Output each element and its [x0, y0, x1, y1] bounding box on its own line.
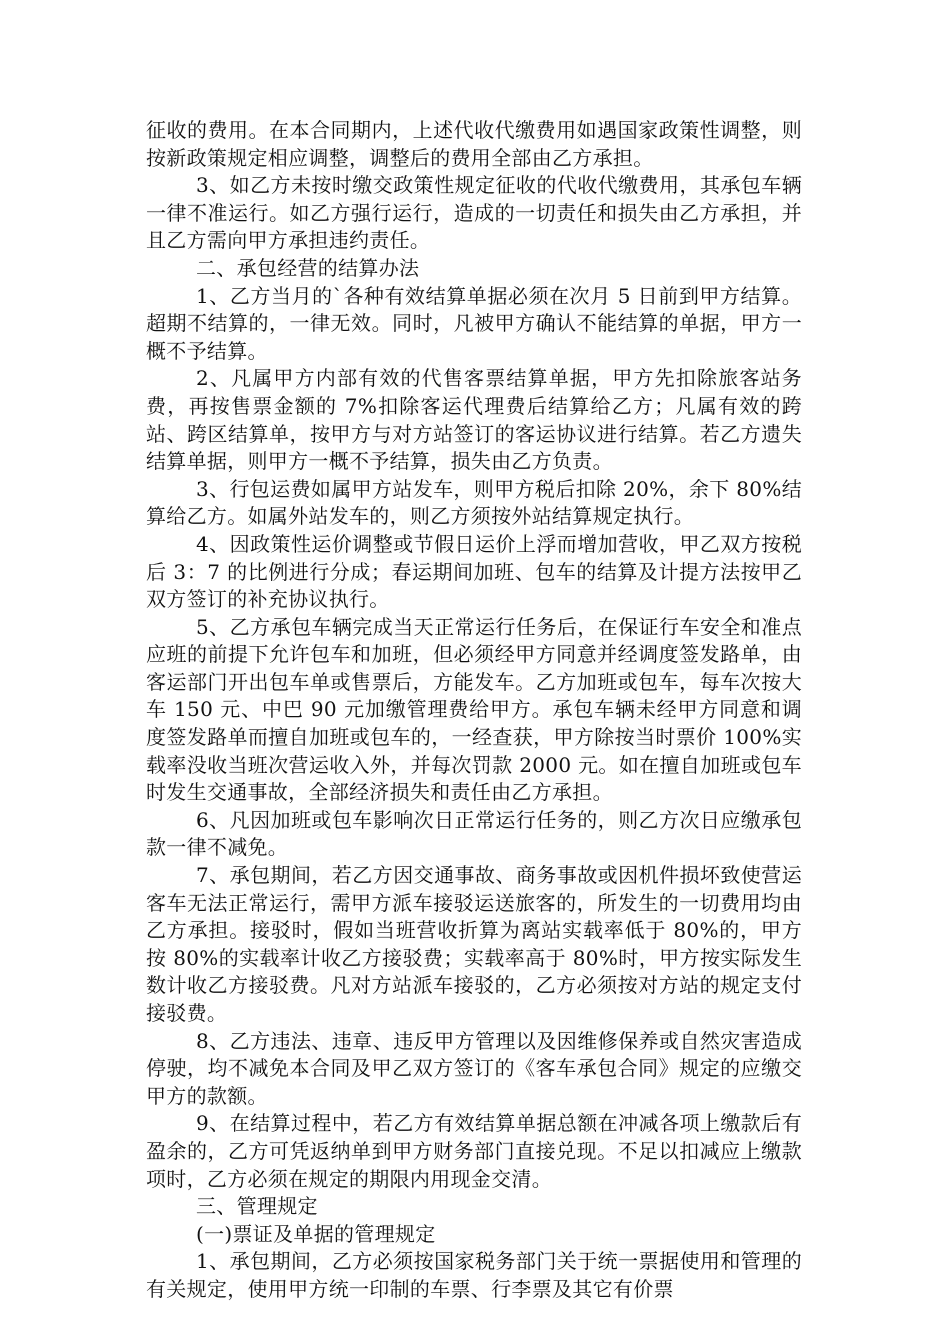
- paragraph-settlement-2: 2、凡属甲方内部有效的代售客票结算单据，甲方先扣除旅客站务费，再按售票金额的 7%扣除客运代理费后结算给乙方；凡属有效的跨站、跨区结算单，按甲方与对方站签订的客运协议进行结算。若乙方遗失结算单据，则甲方一概不予结算，损失由乙方负责。: [146, 366, 802, 474]
- paragraph-settlement-5: 5、乙方承包车辆完成当天正常运行任务后，在保证行车安全和准点应班的前提下允许包车和加班，但必须经甲方同意并经调度签发路单，由客运部门开出包车单或售票后，方能发车。乙方加班或包车，每车次按大车 150 元、中巴 90 元加缴管理费给甲方。承包车辆未经甲方同意和调度签发路单而擅自加班或包车的，一经查获，甲方除按当时票价 100%实载率没收当班次营运收入外，并每次罚款 2000 元。如在擅自加班或包车时发生交通事故，全部经济损失和责任由乙方承担。: [146, 614, 802, 805]
- paragraph-settlement-9: 9、在结算过程中，若乙方有效结算单据总额在冲减各项上缴款后有盈余的，乙方可凭返纳单到甲方财务部门直接兑现。不足以扣减应上缴款项时，乙方必须在规定的期限内用现金交清。: [146, 1111, 802, 1191]
- paragraph-tickets-1: 1、承包期间，乙方必须按国家税务部门关于统一票据使用和管理的有关规定，使用甲方统一印制的车票、行李票及其它有价票: [146, 1249, 802, 1301]
- section-heading-settlement: 二、承包经营的结算办法: [196, 255, 420, 280]
- subsection-heading-tickets: (一)票证及单据的管理规定: [196, 1221, 436, 1246]
- paragraph-clause-3-unpaid-fees: 3、如乙方未按时缴交政策性规定征收的代收代缴费用，其承包车辆一律不准运行。如乙方强行运行，造成的一切责任和损失由乙方承担，并且乙方需向甲方承担违约责任。: [146, 173, 802, 253]
- section-heading-management: 三、管理规定: [196, 1194, 318, 1219]
- paragraph-fee-continuation: 征收的费用。在本合同期内，上述代收代缴费用如遇国家政策性调整，则按新政策规定相应调整，调整后的费用全部由乙方承担。: [146, 118, 802, 170]
- paragraph-settlement-4: 4、因政策性运价调整或节假日运价上浮而增加营收，甲乙双方按税后 3：7 的比例进行分成；春运期间加班、包车的结算及计提方法按甲乙双方签订的补充协议执行。: [146, 531, 802, 612]
- paragraph-settlement-8: 8、乙方违法、违章、违反甲方管理以及因维修保养或自然灾害造成停驶，均不减免本合同及甲乙双方签订的《客车承包合同》规定的应缴交甲方的款额。: [146, 1028, 802, 1108]
- paragraph-settlement-3: 3、行包运费如属甲方站发车，则甲方税后扣除 20%，余下 80%结算给乙方。如属外站发车的，则乙方须按外站结算规定执行。: [146, 476, 802, 529]
- document-body: [146, 117, 802, 1304]
- paragraph-settlement-6: 6、凡因加班或包车影响次日正常运行任务的，则乙方次日应缴承包款一律不减免。: [146, 807, 802, 860]
- paragraph-settlement-1: 1、乙方当月的`各种有效结算单据必须在次月 5 日前到甲方结算。超期不结算的，一律无效。同时，凡被甲方确认不能结算的单据，甲方一概不予结算。: [146, 283, 802, 363]
- paragraph-settlement-7: 7、承包期间，若乙方因交通事故、商务事故或因机件损坏致使营运客车无法正常运行，需甲方派车接驳运送旅客的，所发生的一切费用均由乙方承担。接驳时，假如当班营收折算为离站实载率低于 80%的，甲方按 80%的实载率计收乙方接驳费；实载率高于 80%时，甲方按实际发生数计收乙方接驳费。凡对方站派车接驳的，乙方必须按对方站的规定支付接驳费。: [146, 863, 802, 1025]
